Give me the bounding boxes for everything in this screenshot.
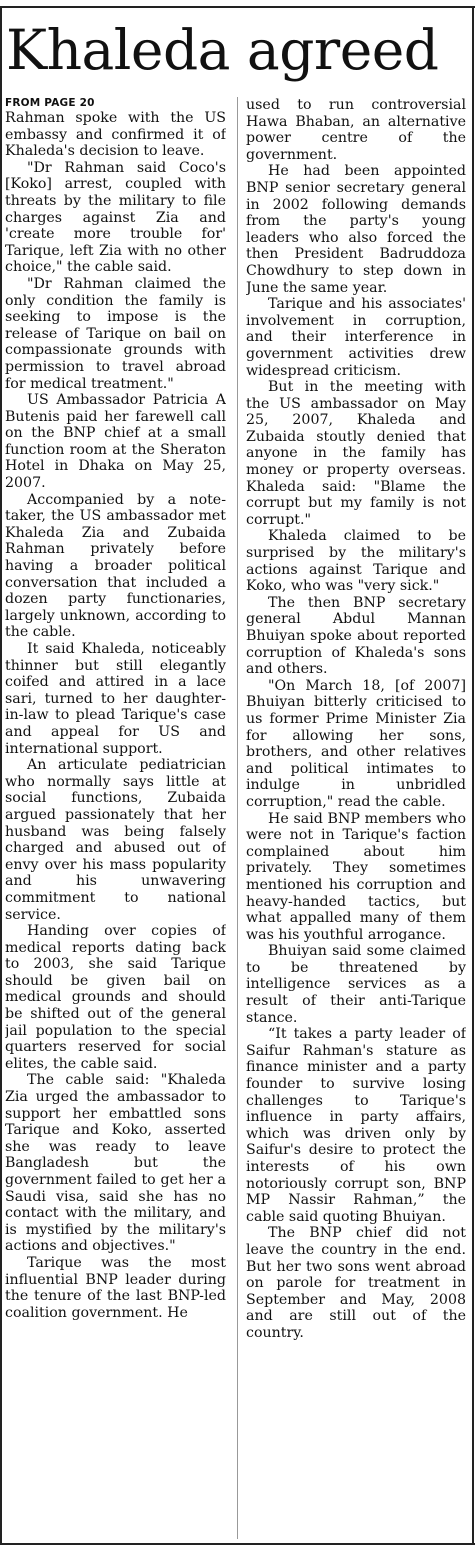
column-divider (237, 97, 238, 1539)
paragraph: The cable said: "Khaleda Zia urged the ambassador to support her embattled sons Tarique and Koko, asserted she was ready to leave Bangladesh but the government failed to get her a Saudi visa, said she has no contact with the military, and is mystified by the military's actions and objectives." (5, 1072, 226, 1255)
left-border-rule (0, 6, 2, 1545)
paragraph: Handing over copies of medical reports dating back to 2003, she said Tarique should be given bail on medical grounds and should be shifted out of the general jail population to the special quarters reserved for social elites, the cable said. (5, 923, 226, 1072)
paragraph: US Ambassador Patricia A Butenis paid her farewell call on the BNP chief at a small function room at the Sheraton Hotel in Dhaka on May 25, 2007. (5, 392, 226, 492)
paragraph: Khaleda claimed to be surprised by the military's actions against Tarique and Koko, who was "very sick." (246, 528, 466, 595)
paragraph: "Dr Rahman claimed the only condition the family is seeking to impose is the release of Tarique on bail on compassionate grounds with permission to travel abroad for medical treatment." (5, 275, 226, 392)
dateline: FROM PAGE 20 (5, 97, 95, 109)
paragraph: used to run controversial Hawa Bhaban, an alternative power centre of the government. (246, 97, 466, 163)
paragraph: He said BNP members who were not in Tarique's faction complained about him privately. They sometimes mentioned his corruption and heavy-handed tactics, but what appalled many of them was his youthful arrogance. (246, 810, 466, 943)
paragraph: Rahman spoke with the US embassy and confirmed it of Khaleda's decision to leave. (5, 110, 226, 160)
paragraph: Tarique was the most influential BNP leader during the tenure of the last BNP-led coalition government. He (5, 1254, 226, 1321)
paragraph: "On March 18, [of 2007] Bhuiyan bitterly criticised to us former Prime Minister Zia for allowing her sons, brothers, and other relatives and political intimates to indulge in unbridled corruption," read the cable. (246, 677, 466, 810)
paragraph: It said Khaleda, noticeably thinner but still elegantly coifed and attired in a lace sari, turned to her daughter-in-law to plead Tarique's case and appeal for US and international support. (5, 641, 226, 757)
paragraph: “It takes a party leader of Saifur Rahman's stature as finance minister and a party founder to survive losing challenges to Tarique's influence in party affairs, which was driven only by Saifur's desire to protect the interests of his own notoriously corrupt son, BNP MP Nassir Rahman,” the cable said quoting Bhuiyan. (246, 1026, 466, 1225)
paragraph: Tarique and his associates' involvement in corruption, and their interference in government activities drew widespread criticism. (246, 296, 466, 379)
paragraph: Accompanied by a note-taker, the US ambassador met Khaleda Zia and Zubaida Rahman privately before having a broader political conversation that included a dozen party functionaries, largely unknown, according to the cable. (5, 491, 226, 641)
article-column-1 (5, 97, 226, 1539)
paragraph: An articulate pediatrician who normally says little at social functions, Zubaida argued passionately that her husband was being falsely charged and abused out of envy over his mass popularity and his unwavering commitment to national service. (5, 757, 226, 923)
paragraph: But in the meeting with the US ambassador on May 25, 2007, Khaleda and Zubaida stoutly denied that anyone in the family has money or property overseas. Khaleda said: "Blame the corrupt but my family is not corrupt." (246, 379, 466, 528)
paragraph: Bhuiyan said some claimed to be threatened by intelligence services as a result of their anti-Tarique stance. (246, 943, 466, 1026)
paragraph: "Dr Rahman said Coco's [Koko] arrest, coupled with threats by the military to file charges against Zia and 'create more trouble for' Tarique, left Zia with no other choice," the cable said. (5, 159, 226, 276)
headline: Khaleda agreed (6, 18, 439, 82)
paragraph: The then BNP secretary general Abdul Mannan Bhuiyan spoke about reported corruption of Khaleda's sons and others. (246, 594, 466, 678)
article-column-2 (246, 97, 466, 1539)
top-border-rule (0, 6, 475, 8)
right-border-rule (472, 6, 474, 1545)
paragraph: He had been appointed BNP senior secretary general in 2002 following demands from the party's young leaders who also forced the then President Badruddoza Chowdhury to step down in June the same year. (246, 163, 466, 296)
paragraph: The BNP chief did not leave the country in the end. But her two sons went abroad on parole for treatment in September and May, 2008 and are still out of the country. (246, 1225, 466, 1341)
